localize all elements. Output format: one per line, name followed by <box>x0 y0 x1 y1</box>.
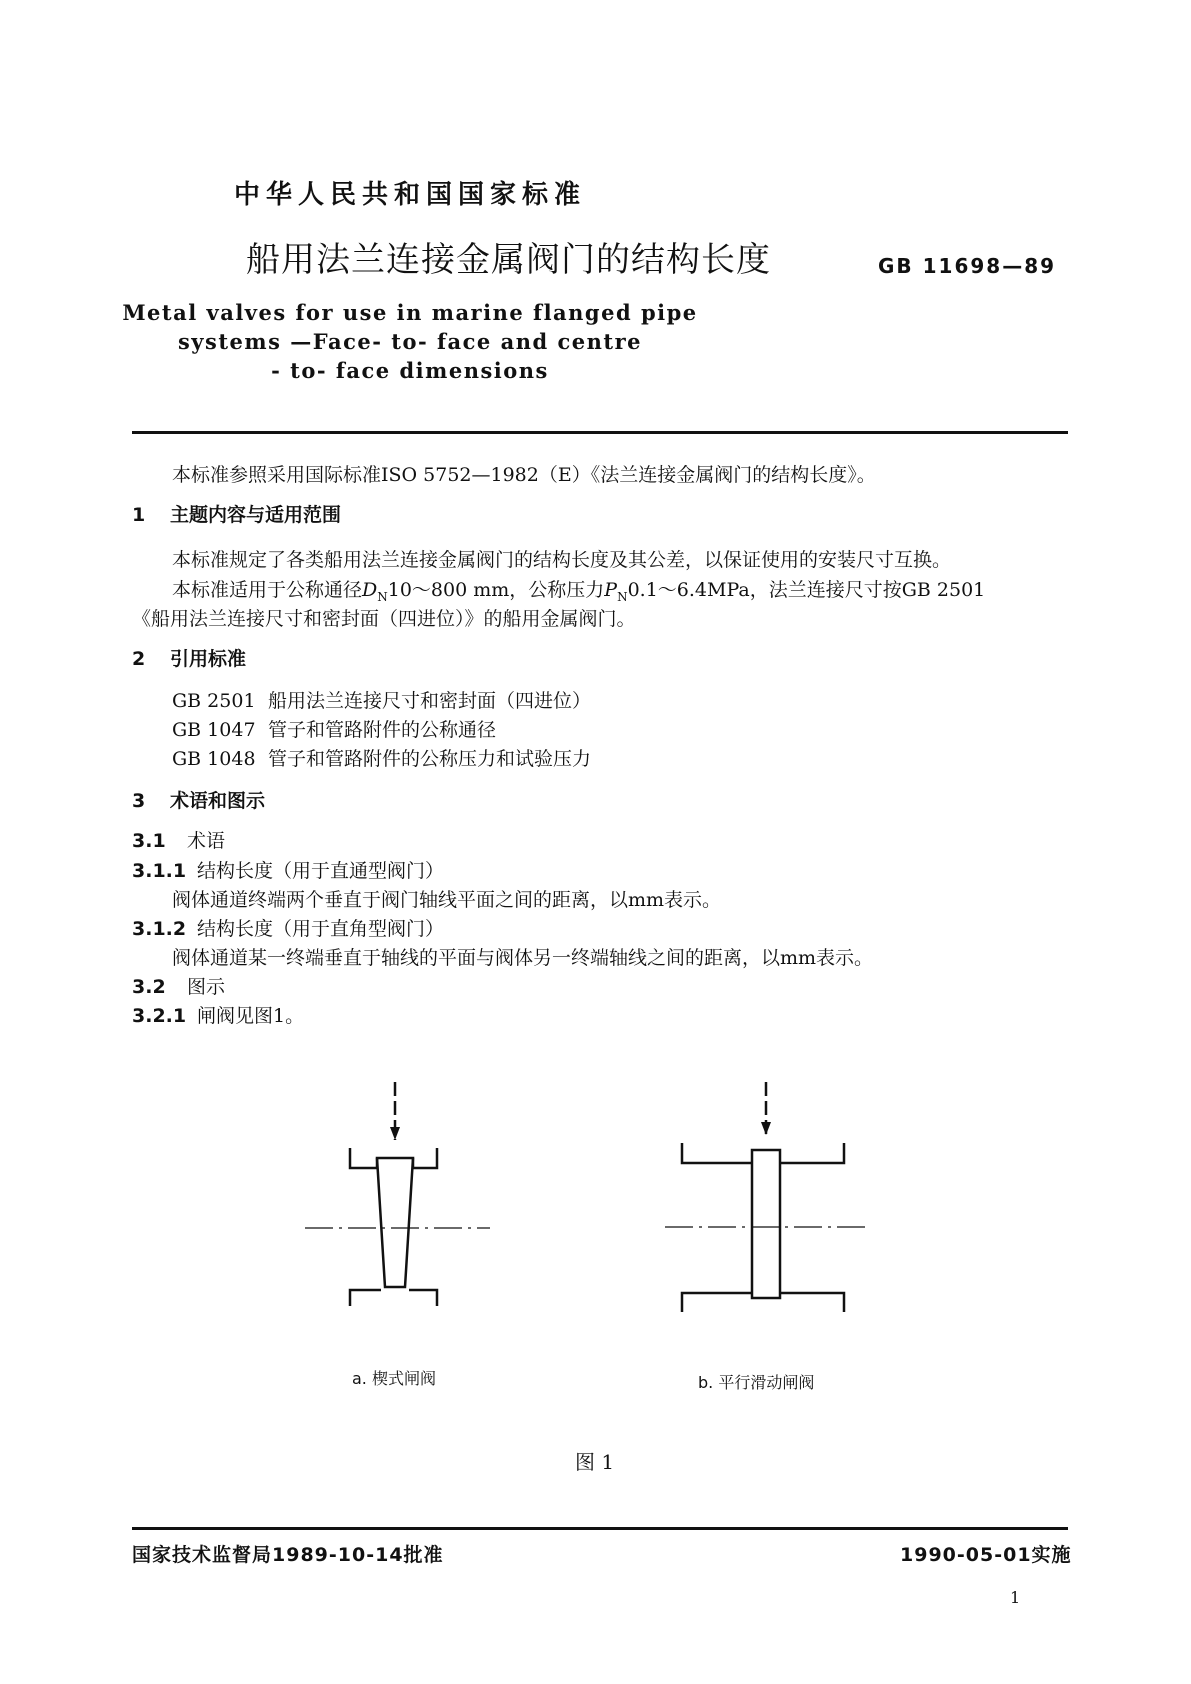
footer-divider <box>132 1527 1068 1530</box>
subsection-title: 结构长度（用于直通型阀门） <box>197 860 445 882</box>
figure-caption-a: a. 楔式闸阀 <box>352 1369 436 1388</box>
reference-title: 管子和管路附件的公称压力和试验压力 <box>268 748 592 770</box>
footer-approval: 国家技术监督局1989-10-14批准 <box>132 1544 444 1566</box>
section-title: 术语和图示 <box>170 790 266 812</box>
section-number: 3 <box>132 790 146 812</box>
section-number: 1 <box>132 504 146 526</box>
subsection-text: 闸阀见图1。 <box>197 1005 305 1027</box>
reference-code: GB 1048 <box>172 748 256 770</box>
document-title-cn: 船用法兰连接金属阀门的结构长度 <box>246 240 771 280</box>
footer-effective-date: 1990-05-01实施 <box>900 1544 1072 1566</box>
reference-title: 管子和管路附件的公称通径 <box>268 719 497 741</box>
wedge-gate-valve-drawing <box>305 1082 490 1306</box>
reference-code: GB 2501 <box>172 690 256 712</box>
subsection-number: 3.2 <box>132 976 166 998</box>
intro-paragraph: 本标准参照采用国际标准ISO 5752—1982（E）《法兰连接金属阀门的结构长度》。 <box>172 464 876 486</box>
pn-symbol: P <box>604 579 618 601</box>
section-title: 主题内容与适用范围 <box>170 504 342 526</box>
standard-number: GB 11698—89 <box>878 254 1057 278</box>
para-text: 10～800 mm，公称压力 <box>387 579 605 601</box>
subsection-number: 3.2.1 <box>132 1005 187 1027</box>
subsection-title: 图示 <box>187 976 226 998</box>
para-text: 本标准适用于公称通径 <box>172 579 363 601</box>
subsection-title: 术语 <box>187 830 226 852</box>
document-title-en-line-3: - to- face dimensions <box>271 358 549 383</box>
figure-label: 图 1 <box>575 1450 615 1474</box>
section-1-paragraph-2-line-2: 《船用法兰连接尺寸和密封面（四进位）》的船用金属阀门。 <box>132 608 636 630</box>
subsection-number: 3.1.2 <box>132 918 187 940</box>
dn-symbol: D <box>362 579 378 601</box>
parallel-slide-gate-valve-drawing <box>665 1082 870 1312</box>
national-standard-header: 中华人民共和国国家标准 <box>233 180 586 210</box>
pn-subscript: N <box>617 589 628 604</box>
subsection-3-1-1-text: 阀体通道终端两个垂直于阀门轴线平面之间的距离，以mm表示。 <box>172 889 722 911</box>
page-number: 1 <box>1010 1588 1021 1607</box>
reference-code: GB 1047 <box>172 719 256 741</box>
subsection-number: 3.1.1 <box>132 860 187 882</box>
subsection-3-1-2-text: 阀体通道某一终端垂直于轴线的平面与阀体另一终端轴线之间的距离，以mm表示。 <box>172 947 874 969</box>
reference-title: 船用法兰连接尺寸和密封面（四进位） <box>268 690 592 712</box>
document-title-en-line-1: Metal valves for use in marine flanged pipe <box>122 300 698 325</box>
para-text: 0.1～6.4MPa，法兰连接尺寸按GB 2501 <box>627 579 986 601</box>
section-1-paragraph-1: 本标准规定了各类船用法兰连接金属阀门的结构长度及其公差，以保证使用的安装尺寸互换。 <box>172 549 952 571</box>
section-title: 引用标准 <box>170 648 247 670</box>
subsection-number: 3.1 <box>132 830 166 852</box>
dn-subscript: N <box>377 589 388 604</box>
figure-caption-b: b. 平行滑动闸阀 <box>698 1373 815 1392</box>
subsection-title: 结构长度（用于直角型阀门） <box>197 918 445 940</box>
document-title-en-line-2: systems —Face- to- face and centre <box>177 329 643 354</box>
section-number: 2 <box>132 648 146 670</box>
